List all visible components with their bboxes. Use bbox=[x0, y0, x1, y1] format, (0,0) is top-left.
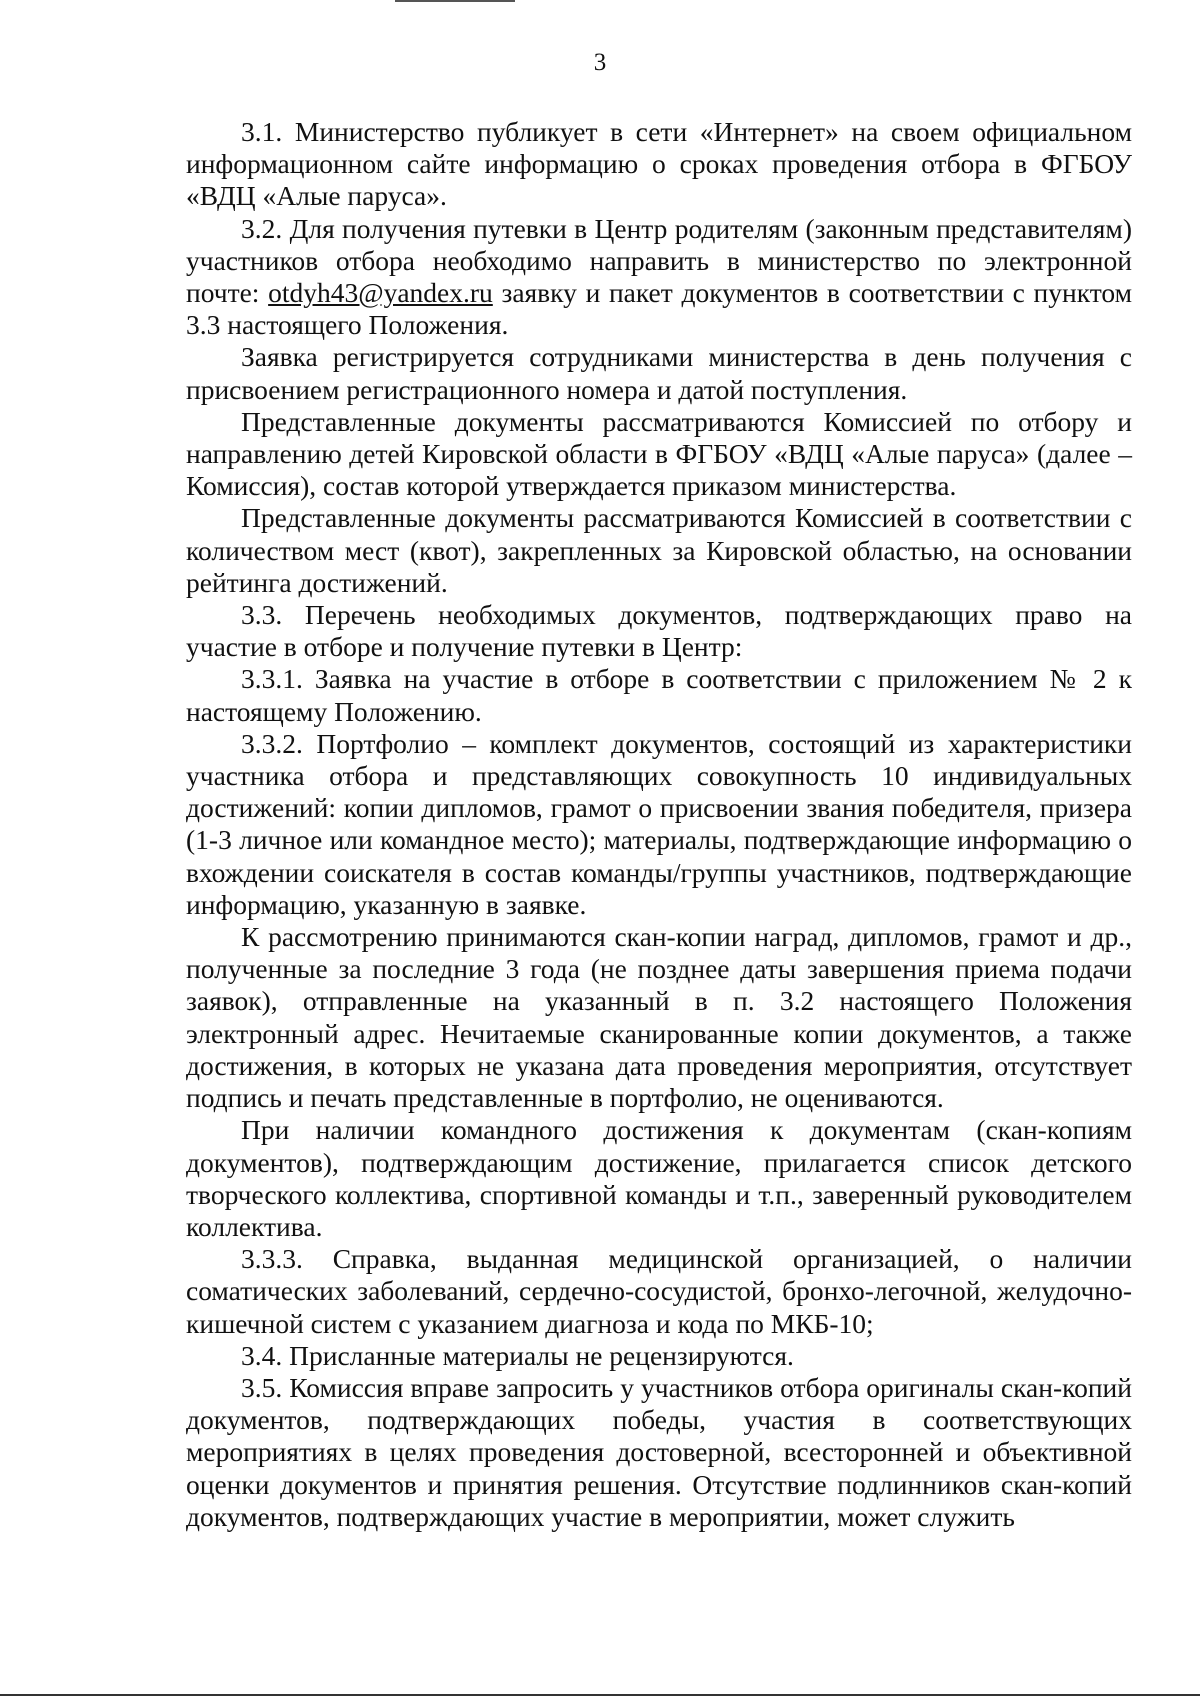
paragraph-3-5: 3.5. Комиссия вправе запросить у участников отбора оригиналы скан-копий документов, подтверждающих победы, участия в соответствующих мероприятиях в целях проведения достоверной, всесторонней и объективной оценки документов и принятия решения. Отсутствие подлинников скан-копий документов, подтверждающих участие в мероприятии, может служить bbox=[186, 1371, 1132, 1532]
paragraph-3-2 bbox=[186, 213, 1132, 342]
paragraph-3-1: 3.1. Министерство публикует в сети «Интернет» на своем официальном информационном сайте информацию о сроках проведения отбора в ФГБОУ «ВДЦ «Алые паруса». bbox=[186, 116, 1132, 212]
paragraph-3-3: 3.3. Перечень необходимых документов, подтверждающих право на участие в отборе и получение путевки в Центр: bbox=[186, 599, 1132, 663]
paragraph-3-3-1: 3.3.1. Заявка на участие в отборе в соответствии с приложением № 2 к настоящему Положению. bbox=[186, 663, 1132, 727]
paragraph-scan-copies: К рассмотрению принимаются скан-копии наград, дипломов, грамот и др., полученные за последние 3 года (не позднее даты завершения приема подачи заявок), отправленные на указанный в п. 3.2 настоящего Положения электронный адрес. Нечитаемые сканированные копии документов, а также достижения, в которых не указана дата проведения мероприятия, отсутствует подпись и печать представленные в портфолио, не оцениваются. bbox=[186, 921, 1132, 1114]
paragraph-quota: Представленные документы рассматриваются Комиссией в соответствии с количеством мест (квот), закрепленных за Кировской областью, на основании рейтинга достижений. bbox=[186, 502, 1132, 598]
paragraph-3-3-3: 3.3.3. Справка, выданная медицинской организацией, о наличии соматических заболеваний, сердечно-сосудистой, бронхо-легочной, желудочно-кишечной систем с указанием диагноза и кода по МКБ-10; bbox=[186, 1243, 1132, 1339]
paragraph-3-4: 3.4. Присланные материалы не рецензируются. bbox=[241, 1339, 794, 1371]
paragraph-team-achievement: При наличии командного достижения к документам (скан-копиям документов), подтверждающим достижение, прилагается список детского творческого коллектива, спортивной команды и т.п., заверенный руководителем коллектива. bbox=[186, 1114, 1132, 1242]
email-link[interactable]: otdyh43@yandex.ru bbox=[268, 277, 493, 309]
document-body bbox=[186, 116, 1132, 1533]
paragraph-3-2-text-end: заявку и пакет документов в соответствии с пунктом 3.3 настоящего Положения. bbox=[186, 277, 1132, 341]
paragraph-registration: Заявка регистрируется сотрудниками министерства в день получения с присвоением регистрационного номера и датой поступления. bbox=[186, 341, 1132, 405]
bottom-edge-line bbox=[0, 1694, 1200, 1696]
top-edge-line bbox=[395, 0, 515, 2]
paragraph-3-3-2: 3.3.2. Портфолио – комплект документов, состоящий из характеристики участника отбора и представляющих совокупность 10 индивидуальных достижений: копии дипломов, грамот о присвоении звания победителя, призера (1-3 личное или командное место); материалы, подтверждающие информацию о вхождении соискателя в состав команды/группы участников, подтверждающие информацию, указанную в заявке. bbox=[186, 727, 1132, 920]
paragraph-commission: Представленные документы рассматриваются Комиссией по отбору и направлению детей Кировской области в ФГБОУ «ВДЦ «Алые паруса» (далее – Комиссия), состав которой утверждается приказом министерства. bbox=[186, 405, 1132, 502]
page-number: 3 bbox=[593, 49, 607, 76]
paragraph-3-2-text-start: 3.2. Для получения путевки в Центр родителям (законным представителям) участников отбора необходимо направить в министерство по электронной почте: bbox=[186, 212, 1132, 309]
